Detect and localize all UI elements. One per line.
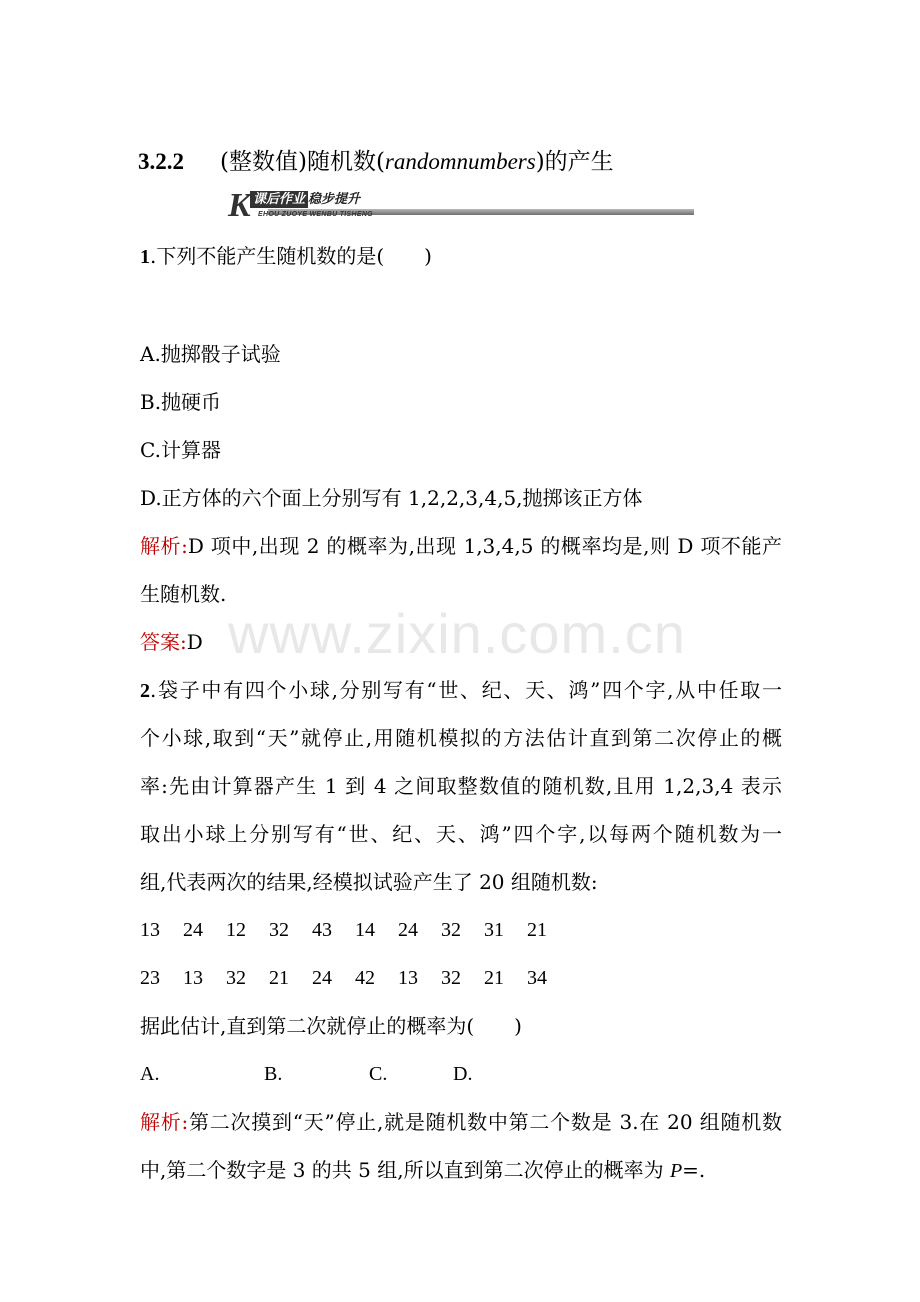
section-title <box>138 146 614 178</box>
q2-line4: 取出小球上分别写有“世、纪、天、鸿”四个字,以每两个随机数为一 <box>140 822 782 846</box>
q2-line5: 组,代表两次的结果,经模拟试验产生了 20 组随机数: <box>140 870 598 894</box>
random-number: 21 <box>269 967 289 989</box>
q1-analysis <box>140 532 782 560</box>
q1-option-d: D.正方体的六个面上分别写有 1,2,2,3,4,5,抛掷该正方体 <box>140 486 643 510</box>
q2-options <box>140 1060 472 1088</box>
banner-heading <box>250 192 360 208</box>
title-post: )的产生 <box>535 149 614 175</box>
random-number: 24 <box>398 919 418 941</box>
random-number: 31 <box>484 919 504 941</box>
q2-analysis <box>140 1108 782 1136</box>
random-number: 43 <box>312 919 332 941</box>
q1-option-b: B.抛硬币 <box>140 390 222 414</box>
random-number: 32 <box>441 967 461 989</box>
q2-analysis-line2-text: 中,第二个数字是 3 的共 5 组,所以直到第二次停止的概率为 <box>140 1158 670 1182</box>
random-number: 23 <box>140 967 160 989</box>
q2-option-a: A. <box>140 1063 160 1085</box>
random-number: 32 <box>269 919 289 941</box>
q2-line3: 率:先由计算器产生 1 到 4 之间取整数值的随机数,且用 1,2,3,4 表示 <box>140 774 782 798</box>
q1-answer-value: D <box>186 630 203 654</box>
watermark: www.zixin.com.cn <box>228 602 686 665</box>
q2-option-b: B. <box>264 1063 283 1085</box>
random-number: 24 <box>312 967 332 989</box>
random-number: 12 <box>226 919 246 941</box>
random-number: 32 <box>441 919 461 941</box>
q2-line2: 个小球,取到“天”就停止,用随机模拟的方法估计直到第二次停止的概 <box>140 726 782 750</box>
random-number: 32 <box>226 967 246 989</box>
q1-option-c: C.计算器 <box>140 438 221 462</box>
q2-option-d: D. <box>453 1063 473 1085</box>
homework-banner <box>228 189 694 223</box>
q1-answer <box>140 628 203 656</box>
q1-number: 1 <box>140 246 150 268</box>
q1-answer-label: 答案: <box>140 630 187 654</box>
random-number-row-2 <box>140 964 570 992</box>
title-pre: (整数值)随机数( <box>220 149 385 175</box>
q1-analysis-line1: D 项中,出现 2 的概率为,出现 1,3,4,5 的概率均是,则 D 项不能产 <box>187 534 782 558</box>
q2-analysis-line2 <box>140 1156 705 1185</box>
random-number: 24 <box>183 919 203 941</box>
random-number: 14 <box>355 919 375 941</box>
banner-k-letter: K <box>228 187 249 224</box>
banner-pinyin: EHOU ZUOYE WENBU TISHENG <box>258 211 373 218</box>
probability-variable: P <box>669 1160 683 1182</box>
q2-analysis-label: 解析: <box>140 1110 189 1134</box>
q2-analysis-line1: 第二次摸到“天”停止,就是随机数中第二个数是 3.在 20 组随机数 <box>188 1110 782 1134</box>
q1-analysis-label: 解析: <box>140 534 188 558</box>
random-number: 21 <box>484 967 504 989</box>
q2-line1: .袋子中有四个小球,分别写有“世、纪、天、鸿”四个字,从中任取一 <box>150 678 782 702</box>
q1-stem <box>140 242 432 271</box>
q1-analysis-line2: 生随机数. <box>140 582 227 606</box>
section-number: 3.2.2 <box>138 149 184 174</box>
q2-number: 2 <box>140 680 150 702</box>
random-number: 42 <box>355 967 375 989</box>
q1-stem-text: .下列不能产生随机数的是( ) <box>150 244 432 268</box>
q2-option-c: C. <box>369 1063 388 1085</box>
title-italic: randomnumbers <box>384 149 536 174</box>
banner-boxed-text: 课后作业 <box>250 191 308 208</box>
random-number-row-1 <box>140 916 570 944</box>
random-number: 13 <box>183 967 203 989</box>
q1-option-a: A.抛掷骰子试验 <box>140 342 281 366</box>
random-number: 13 <box>398 967 418 989</box>
random-number: 34 <box>527 967 547 989</box>
q2-question: 据此估计,直到第二次就停止的概率为( ) <box>140 1014 522 1038</box>
q2-analysis-line2-end: =. <box>682 1158 706 1182</box>
random-number: 13 <box>140 919 160 941</box>
q2-stem-line1 <box>140 676 782 705</box>
random-number: 21 <box>527 919 547 941</box>
banner-text: 稳步提升 <box>308 192 361 207</box>
